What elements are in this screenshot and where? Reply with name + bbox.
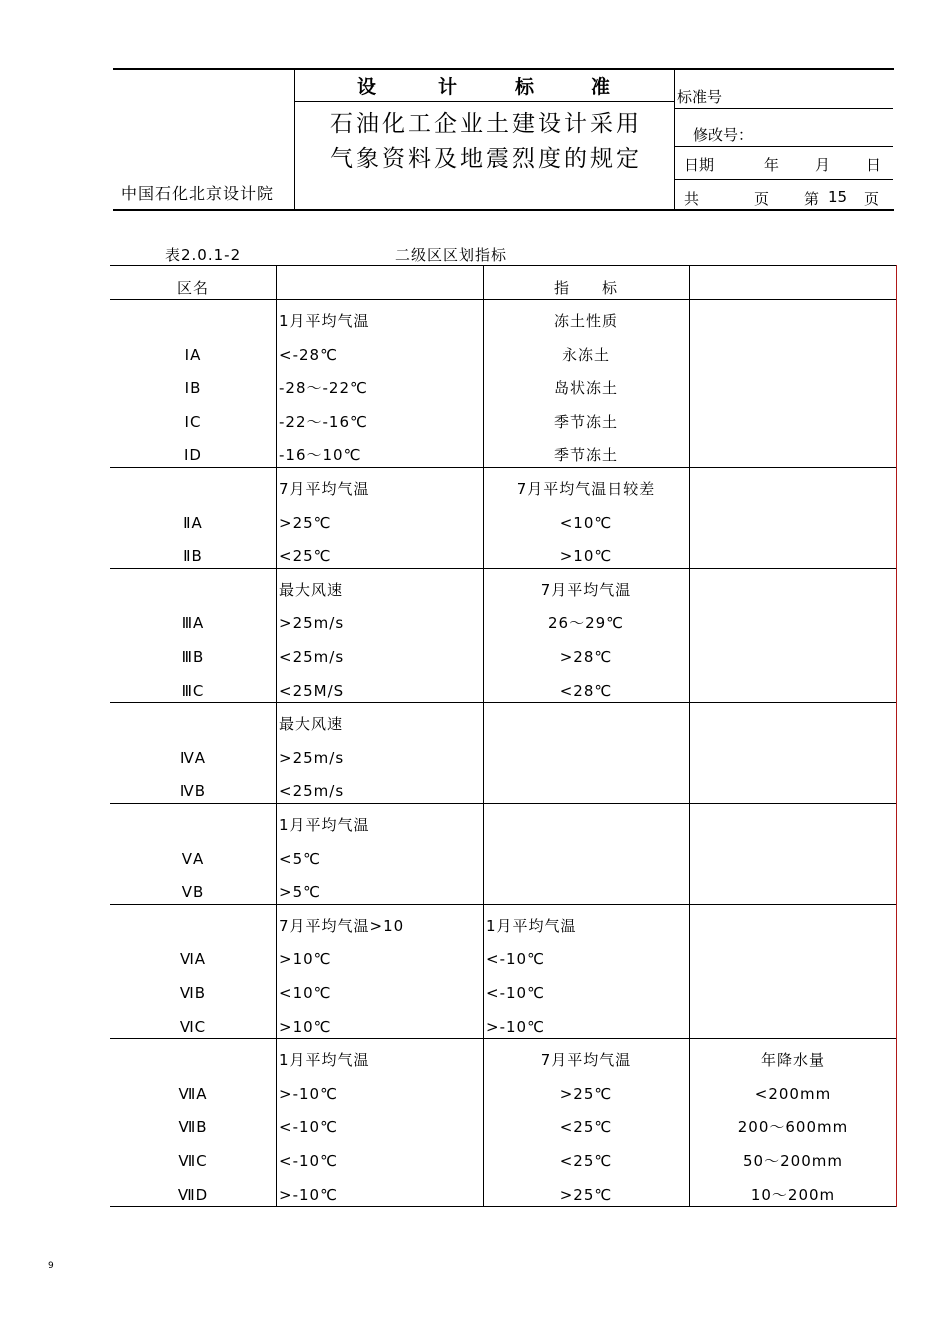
zone-name: ⅣB	[179, 782, 207, 801]
header-bottom-rule	[113, 209, 894, 211]
indicator-value-1: -16～10℃	[279, 446, 362, 465]
indicator-value-2: 岛状冻土	[553, 379, 618, 398]
doc-type-char-1: 设	[357, 76, 377, 98]
group-header-2: 冻土性质	[553, 312, 618, 330]
indicator-value-3: <200mm	[754, 1084, 832, 1103]
group-separator-rule	[110, 1038, 896, 1039]
group-separator-rule	[110, 803, 896, 804]
doc-type-char-3: 标	[515, 76, 535, 98]
column-divider-3	[689, 265, 690, 1207]
group-separator-rule	[110, 904, 896, 905]
zone-name: ⅡB	[183, 547, 203, 566]
header-divider-right	[674, 69, 675, 210]
indicator-value-1: <5℃	[279, 849, 321, 868]
group-separator-rule	[110, 568, 896, 569]
zone-name: ⅠC	[184, 412, 202, 431]
header-date-rule	[674, 179, 893, 180]
doc-title-line-2: 气象资料及地震烈度的规定	[330, 146, 642, 172]
zone-name: ⅠD	[184, 446, 202, 465]
year-label: 年	[764, 156, 780, 174]
group-header-1: 1月平均气温	[279, 1051, 370, 1070]
zone-name: ⅦD	[177, 1185, 209, 1204]
zone-name: ⅢA	[181, 614, 205, 633]
indicator-value-2: <28℃	[559, 681, 613, 700]
zone-name: ⅥB	[179, 984, 207, 1002]
zone-name: ⅥC	[179, 1017, 207, 1036]
page-number: 9	[48, 1261, 54, 1271]
indicator-value-1: <-10℃	[279, 1152, 338, 1170]
indicator-value-2: 季节冻土	[553, 412, 618, 431]
zone-name: ⅢB	[181, 648, 205, 666]
month-label: 月	[815, 156, 831, 174]
table-id: 表2.0.1-2	[165, 246, 242, 264]
indicator-value-2: 26～29℃	[547, 614, 625, 633]
header-rev-rule	[674, 146, 893, 147]
group-header-2: 1月平均气温	[486, 916, 577, 935]
total-label: 共	[684, 190, 700, 208]
date-label: 日期	[684, 156, 715, 174]
indicator-value-3: 200～600mm	[737, 1118, 849, 1137]
page-no-label: 第	[804, 190, 820, 208]
header-title-rule	[294, 101, 674, 102]
group-header-1: 最大风速	[279, 715, 344, 734]
header-row-rule	[110, 299, 896, 300]
day-label: 日	[866, 156, 882, 174]
column-header-zone: 区名	[176, 279, 209, 297]
table-title: 二级区区划指标	[395, 246, 508, 264]
doc-title-line-1: 石油化工企业土建设计采用	[330, 111, 642, 137]
group-header-1: 1月平均气温	[279, 312, 370, 330]
page-label-2: 页	[864, 190, 880, 208]
indicator-value-1: >10℃	[279, 1017, 332, 1036]
zone-name: ⅣA	[179, 748, 207, 767]
header-top-rule	[113, 68, 894, 70]
indicator-value-1: >25℃	[279, 513, 332, 532]
indicator-value-1: >25m/s	[279, 614, 345, 633]
indicator-value-2: <10℃	[559, 513, 613, 532]
group-separator-rule	[110, 1206, 896, 1207]
group-separator-rule	[110, 702, 896, 703]
column-divider-1	[276, 265, 277, 1207]
zone-name: ⅠA	[184, 345, 202, 364]
indicator-value-2: <-10℃	[486, 950, 545, 969]
indicator-value-1: <25℃	[279, 547, 332, 566]
indicator-value-1: <25m/s	[279, 648, 345, 666]
group-separator-rule	[110, 467, 896, 468]
zone-name: ⅦC	[178, 1152, 208, 1170]
indicator-value-1: >-10℃	[279, 1185, 338, 1204]
column-divider-2	[483, 265, 484, 1207]
indicator-value-1: <-28℃	[279, 345, 338, 364]
standard-number-label: 标准号	[677, 88, 723, 106]
indicator-value-1: <25M/S	[279, 681, 345, 700]
indicator-value-3: 10～200m	[750, 1185, 836, 1204]
pages-label: 页	[754, 190, 770, 208]
column-header-indicator: 指 标	[553, 279, 618, 297]
group-header-2: 7月平均气温	[540, 1051, 632, 1070]
zone-name: ⅥA	[179, 950, 207, 969]
indicator-value-1: -22～-16℃	[279, 412, 368, 431]
zone-name: ⅠB	[184, 379, 202, 398]
zone-name: ⅦB	[178, 1118, 208, 1137]
indicator-value-2: >25℃	[559, 1185, 613, 1204]
indicator-value-1: >5℃	[279, 883, 321, 902]
indicator-value-2: >28℃	[559, 648, 613, 666]
page-no-value: 15	[828, 188, 848, 206]
indicator-value-2: <-10℃	[486, 984, 545, 1002]
zone-name: ⅢC	[181, 681, 205, 700]
organization-name: 中国石化北京设计院	[121, 184, 275, 203]
indicator-value-1: <-10℃	[279, 1118, 338, 1137]
group-header-3: 年降水量	[760, 1051, 825, 1070]
indicator-value-2: >10℃	[559, 547, 613, 566]
group-header-1: 7月平均气温>10	[279, 916, 405, 935]
indicator-value-2: 永冻土	[561, 345, 610, 364]
zone-name: ⅡA	[183, 513, 203, 532]
group-header-1: 最大风速	[279, 580, 344, 599]
indicator-value-1: >10℃	[279, 950, 332, 969]
doc-type-char-2: 计	[438, 76, 458, 98]
group-header-2: 7月平均气温	[540, 580, 632, 599]
zone-name: ⅤB	[181, 883, 205, 902]
doc-type-char-4: 准	[591, 76, 611, 98]
indicator-value-1: >-10℃	[279, 1084, 338, 1103]
indicator-value-2: <25℃	[559, 1152, 613, 1170]
indicator-value-2: 季节冻土	[553, 446, 618, 465]
zone-name: ⅤA	[181, 849, 205, 868]
indicator-value-2: >25℃	[559, 1084, 613, 1103]
indicator-value-1: <25m/s	[279, 782, 345, 801]
header-std-rule	[674, 108, 893, 109]
header-divider-left	[294, 69, 295, 210]
table-top-rule	[110, 265, 896, 266]
indicator-value-1: -28～-22℃	[279, 379, 368, 398]
group-header-1: 1月平均气温	[279, 816, 370, 834]
revision-number-label: 修改号：	[693, 126, 754, 144]
group-header-2: 7月平均气温日较差	[516, 480, 656, 498]
group-header-1: 7月平均气温	[279, 480, 370, 498]
indicator-value-3: 50～200mm	[743, 1152, 843, 1170]
indicator-value-2: >-10℃	[486, 1017, 545, 1036]
table-right-edge	[896, 265, 897, 1207]
zone-name: ⅦA	[178, 1084, 208, 1103]
indicator-value-2: <25℃	[559, 1118, 613, 1137]
indicator-value-1: <10℃	[279, 984, 332, 1002]
indicator-value-1: >25m/s	[279, 748, 345, 767]
